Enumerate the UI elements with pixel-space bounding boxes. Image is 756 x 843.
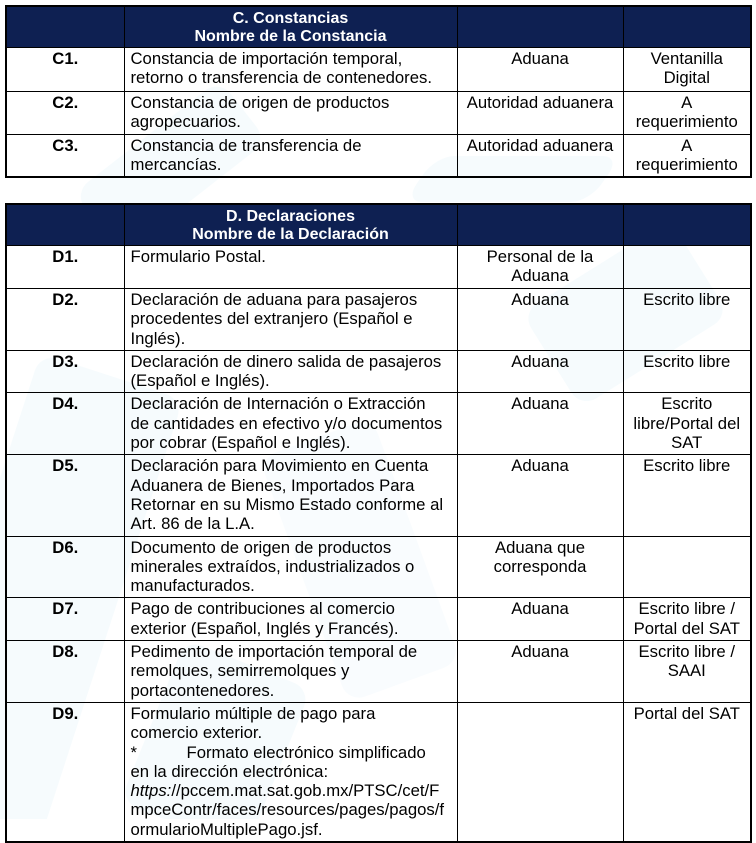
header-cell-format (623, 6, 751, 48)
url-scheme-italic: https: (130, 781, 172, 801)
note-line (131, 743, 447, 762)
row-authority: Aduana (457, 393, 623, 455)
table-row (6, 641, 751, 703)
row-name: Constancia de transferencia de mercancías. (124, 134, 457, 177)
row-name: Documento de origen de productos minerales extraídos, industrializados o manufacturados. (124, 536, 457, 598)
table-row (6, 246, 751, 289)
url-line (131, 781, 447, 839)
section-title-line1: D. Declaraciones (226, 208, 355, 225)
section-title-line2: Nombre de la Constancia (194, 27, 387, 45)
row-code: D3. (6, 350, 124, 393)
row-code: D5. (6, 455, 124, 536)
row-format: A requerimiento (623, 134, 751, 177)
table-row (6, 536, 751, 598)
section-title-line2: Nombre de la Declaración (192, 225, 389, 243)
row-name: Constancia de importación temporal, retorno o transferencia de contenedores. (124, 48, 457, 92)
row-format (623, 246, 751, 289)
row-authority: Autoridad aduanera (457, 92, 623, 135)
table-row (6, 350, 751, 393)
table-row (6, 598, 751, 641)
header-cell-code (6, 204, 124, 246)
url-text: //pccem.mat.sat.gob.mx/PTSC/cet/FmpceContr/faces/resources/pages/pagos/formularioMultiplePago.jsf. (130, 781, 445, 839)
constancias-rows (6, 48, 751, 178)
row-authority: Aduana (457, 598, 623, 641)
row-authority: Aduana (457, 48, 623, 92)
row-name: Constancia de origen de productos agropecuarios. (124, 92, 457, 135)
note-text-line2: en la dirección electrónica: (130, 761, 329, 781)
row-format: Portal del SAT (623, 702, 751, 842)
row-code: D7. (6, 598, 124, 641)
note-text: Formato electrónico simplificado (186, 742, 426, 762)
table-row (6, 702, 751, 842)
table-row (6, 393, 751, 455)
row-code: D4. (6, 393, 124, 455)
row-name: Declaración de dinero salida de pasajeros (Español e Inglés). (124, 350, 457, 393)
section-title (124, 204, 457, 246)
note-star: * (130, 742, 137, 762)
row-authority (457, 702, 623, 842)
row-format: Ventanilla Digital (623, 48, 751, 92)
row-code: D2. (6, 289, 124, 351)
table-row (6, 92, 751, 135)
row-name: Pedimento de importación temporal de remolques, semirremolques y portacontenedores. (124, 641, 457, 703)
header-cell-authority (457, 204, 623, 246)
table-row (6, 134, 751, 177)
table-row (6, 48, 751, 92)
row-name: Pago de contribuciones al comercio exterior (Español, Inglés y Francés). (124, 598, 457, 641)
row-authority: Autoridad aduanera (457, 134, 623, 177)
row-code: C2. (6, 92, 124, 135)
row-authority: Aduana (457, 641, 623, 703)
constancias-table (5, 5, 752, 178)
declaraciones-rows (6, 246, 751, 843)
row-authority: Aduana (457, 350, 623, 393)
row-code: D1. (6, 246, 124, 289)
row-name: Declaración para Movimiento en Cuenta Aduanera de Bienes, Importados Para Retornar en su Mismo Estado conforme al Art. 86 de la L.A. (124, 455, 457, 536)
row-format: Escrito libre / Portal del SAT (623, 598, 751, 641)
row-format: A requerimiento (623, 92, 751, 135)
row-name: Declaración de aduana para pasajeros procedentes del extranjero (Español e Inglés). (124, 289, 457, 351)
row-format: Escrito libre / SAAI (623, 641, 751, 703)
row-code: D8. (6, 641, 124, 703)
row-authority: Personal de la Aduana (457, 246, 623, 289)
row-code: C1. (6, 48, 124, 92)
header-cell-authority (457, 6, 623, 48)
row-code: D6. (6, 536, 124, 598)
row-format: Escrito libre (623, 289, 751, 351)
header-cell-format (623, 204, 751, 246)
row-format (623, 536, 751, 598)
declaraciones-table (5, 203, 752, 843)
header-cell-code (6, 6, 124, 48)
row-name: Declaración de Internación o Extracción de cantidades en efectivo y/o documentos por cobrar (Español e Inglés). (124, 393, 457, 455)
row-authority: Aduana (457, 455, 623, 536)
section-header-row (6, 204, 751, 246)
row-name-text: Formulario múltiple de pago para comercio exterior. (130, 703, 376, 743)
row-authority: Aduana que corresponda (457, 536, 623, 598)
row-name (124, 702, 457, 842)
section-title-line1: C. Constancias (232, 10, 349, 27)
row-format: Escrito libre (623, 455, 751, 536)
row-name: Formulario Postal. (124, 246, 457, 289)
row-authority: Aduana (457, 289, 623, 351)
section-header-row (6, 6, 751, 48)
table-row (6, 289, 751, 351)
row-format: Escrito libre (623, 350, 751, 393)
section-title (124, 6, 457, 48)
row-code: C3. (6, 134, 124, 177)
row-format: Escrito libre/Portal del SAT (623, 393, 751, 455)
table-row (6, 455, 751, 536)
row-code: D9. (6, 702, 124, 842)
